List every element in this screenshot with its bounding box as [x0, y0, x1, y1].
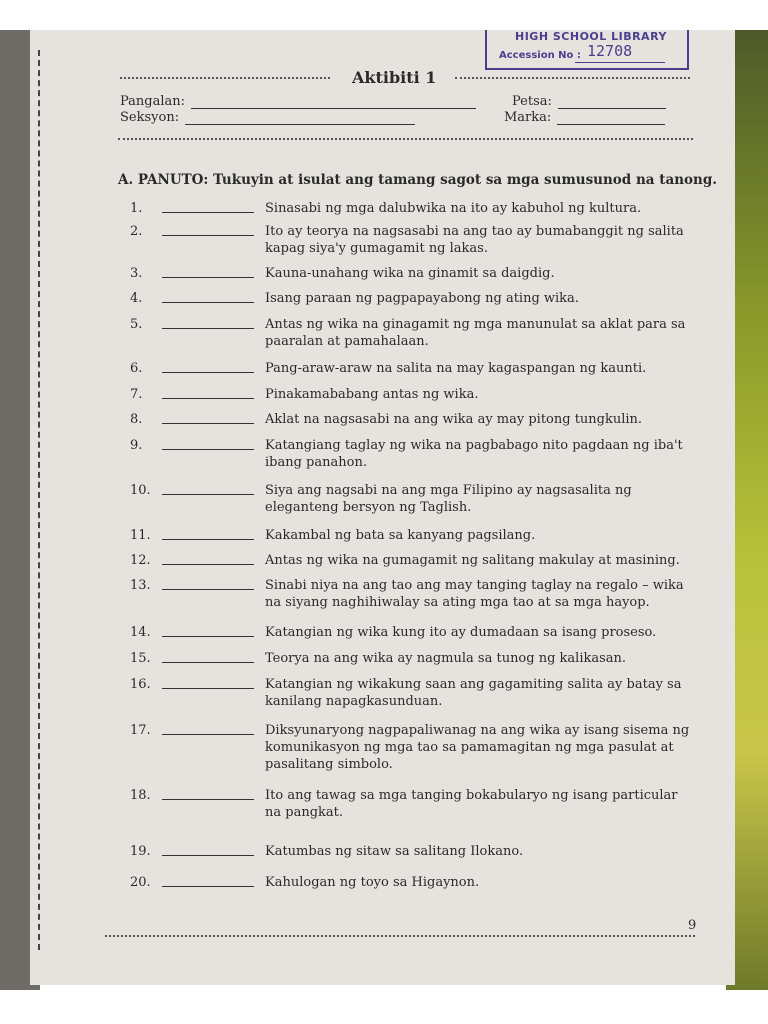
question-text: Kakambal ng bata sa kanyang pagsilang. — [265, 528, 536, 543]
question-text: Katumbas ng sitaw sa salitang Ilokano. — [265, 844, 524, 859]
stamp-accession-line — [575, 62, 665, 63]
answer-blank[interactable] — [162, 662, 254, 663]
answer-blank[interactable] — [162, 636, 254, 637]
answer-blank[interactable] — [162, 539, 254, 540]
question-number: 20. — [130, 875, 151, 890]
question-text: Katangian ng wika kung ito ay dumadaan sa isang proseso. — [265, 625, 657, 640]
question-text: Katangiang taglay ng wika na pagbabago nito pagdaan ng iba't ibang panahon. — [265, 438, 683, 470]
question-number: 16. — [130, 677, 151, 692]
question-text: Antas ng wika na gumagamit ng salitang makulay at masining. — [265, 553, 680, 568]
answer-blank[interactable] — [162, 277, 254, 278]
answer-blank[interactable] — [162, 372, 254, 373]
petsa-field[interactable] — [512, 94, 666, 109]
petsa-line[interactable] — [558, 96, 666, 109]
question-number: 7. — [130, 387, 143, 402]
seksyon-field[interactable] — [120, 110, 415, 125]
question-number: 4. — [130, 291, 143, 306]
answer-blank[interactable] — [162, 855, 254, 856]
pangalan-label: Pangalan: — [120, 94, 186, 109]
question-number: 2. — [130, 224, 143, 239]
marka-line[interactable] — [557, 112, 665, 125]
stamp-library: HIGH SCHOOL LIBRARY — [515, 30, 667, 43]
question-text: Siya ang nagsabi na ang mga Filipino ay nagsasalita ng eleganteng bersyon ng Taglish. — [265, 483, 632, 515]
seksyon-label: Seksyon: — [120, 110, 180, 125]
question-text: Pang-araw-araw na salita na may kagaspangan ng kaunti. — [265, 361, 647, 376]
question-number: 18. — [130, 788, 151, 803]
answer-blank[interactable] — [162, 423, 254, 424]
answer-blank[interactable] — [162, 212, 254, 213]
header-divider — [118, 138, 693, 140]
title-wave-right — [455, 77, 690, 82]
question-number: 17. — [130, 723, 151, 738]
marka-label: Marka: — [504, 110, 552, 125]
answer-blank[interactable] — [162, 328, 254, 329]
worksheet-page — [30, 30, 735, 985]
question-number: 3. — [130, 266, 143, 281]
question-number: 14. — [130, 625, 151, 640]
answer-blank[interactable] — [162, 564, 254, 565]
instruction: A. PANUTO: Tukuyin at isulat ang tamang sagot sa mga sumusunod na tanong. — [118, 172, 717, 188]
question-number: 9. — [130, 438, 143, 453]
question-number: 13. — [130, 578, 151, 593]
binding-line — [38, 50, 40, 950]
question-text: Kahulogan ng toyo sa Higaynon. — [265, 875, 480, 890]
answer-blank[interactable] — [162, 449, 254, 450]
question-text: Teorya na ang wika ay nagmula sa tunog ng kalikasan. — [265, 651, 627, 666]
answer-blank[interactable] — [162, 235, 254, 236]
question-text: Katangian ng wikakung saan ang gagamiting salita ay batay sa kanilang napagkasunduan. — [265, 677, 682, 709]
question-text: Ito ang tawag sa mga tanging bokabularyo ng isang particular na pangkat. — [265, 788, 678, 820]
stamp-accession-number: 12708 — [587, 42, 633, 60]
footer-divider — [105, 935, 695, 937]
stamp-accession-label: Accession No : — [499, 50, 581, 61]
answer-blank[interactable] — [162, 688, 254, 689]
question-text: Aklat na nagsasabi na ang wika ay may pitong tungkulin. — [265, 412, 643, 427]
question-text: Sinasabi ng mga dalubwika na ito ay kabuhol ng kultura. — [265, 201, 642, 216]
pangalan-field[interactable] — [120, 94, 476, 109]
question-text: Ito ay teorya na nagsasabi na ang tao ay bumabanggit ng salita kapag siya'y gumagamit ng lakas. — [265, 224, 684, 256]
question-text: Sinabi niya na ang tao ang may tanging taglay na regalo – wika na siyang naghihiwalay sa ating mga tao at sa mga hayop. — [265, 578, 684, 610]
question-number: 10. — [130, 483, 151, 498]
question-text: Pinakamababang antas ng wika. — [265, 387, 479, 402]
question-number: 15. — [130, 651, 151, 666]
question-number: 12. — [130, 553, 151, 568]
answer-blank[interactable] — [162, 589, 254, 590]
answer-blank[interactable] — [162, 398, 254, 399]
page-title: Aktibiti 1 — [352, 68, 437, 87]
question-number: 8. — [130, 412, 143, 427]
question-text: Diksyunaryong nagpapaliwanag na ang wika ay isang sisema ng komunikasyon ng mga tao sa pamamagitan ng mga pasulat at pasalitang simbolo. — [265, 723, 690, 772]
question-number: 19. — [130, 844, 151, 859]
library-stamp — [485, 30, 689, 70]
title-row — [120, 68, 690, 88]
seksyon-line[interactable] — [185, 112, 415, 125]
question-text: Kauna-unahang wika na ginamit sa daigdig. — [265, 266, 555, 281]
pangalan-line[interactable] — [191, 96, 476, 109]
answer-blank[interactable] — [162, 302, 254, 303]
title-wave-left — [120, 77, 330, 82]
answer-blank[interactable] — [162, 886, 254, 887]
answer-blank[interactable] — [162, 494, 254, 495]
marka-field[interactable] — [504, 110, 665, 125]
question-text: Isang paraan ng pagpapayabong ng ating wika. — [265, 291, 579, 306]
question-number: 5. — [130, 317, 143, 332]
page-number: 9 — [688, 918, 697, 933]
question-text: Antas ng wika na ginagamit ng mga manunulat sa aklat para sa paaralan at pamahalaan. — [265, 317, 686, 349]
question-number: 11. — [130, 528, 151, 543]
question-number: 1. — [130, 201, 143, 216]
petsa-label: Petsa: — [512, 94, 552, 109]
answer-blank[interactable] — [162, 734, 254, 735]
answer-blank[interactable] — [162, 799, 254, 800]
question-number: 6. — [130, 361, 143, 376]
